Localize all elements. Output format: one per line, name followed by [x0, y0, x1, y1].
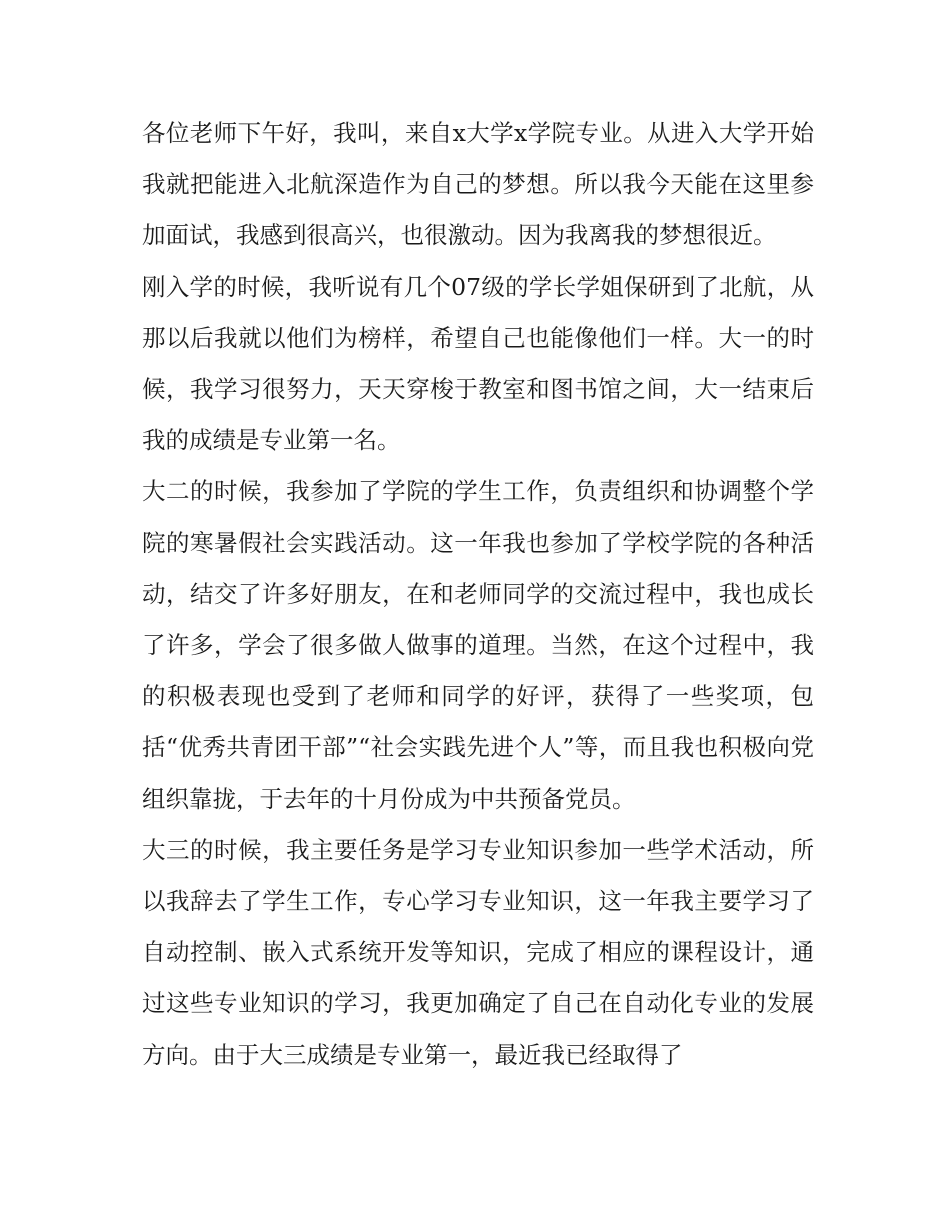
paragraph-freshman-year: 刚入学的时候，我听说有几个07级的学长学姐保研到了北航，从那以后我就以他们为榜样，希望自己也能像他们一样。大一的时候，我学习很努力，天天穿梭于教室和图书馆之间，大一结束后我的成绩是专业第一名。 [142, 272, 814, 455]
paragraph-sophomore-year: 大二的时候，我参加了学院的学生工作，负责组织和协调整个学院的寒暑假社会实践活动。这一年我也参加了学校学院的各种活动，结交了许多好朋友，在和老师同学的交流过程中，我也成长了许多，学会了很多做人做事的道理。当然，在这个过程中，我的积极表现也受到了老师和同学的好评，获得了一些奖项，包括“优秀共青团干部”“社会实践先进个人”等，而且我也积极向党组织靠拢，于去年的十月份成为中共预备党员。 [142, 477, 814, 813]
document-body [142, 108, 814, 1081]
paragraph-junior-year: 大三的时候，我主要任务是学习专业知识参加一些学术活动，所以我辞去了学生工作，专心学习专业知识，这一年我主要学习了自动控制、嵌入式系统开发等知识，完成了相应的课程设计，通过这些专业知识的学习，我更加确定了自己在自动化专业的发展方向。由于大三成绩是专业第一，最近我已经取得了 [142, 835, 814, 1069]
paragraph-introduction: 各位老师下午好，我叫，来自x大学x学院专业。从进入大学开始我就把能进入北航深造作为自己的梦想。所以我今天能在这里参加面试，我感到很高兴，也很激动。因为我离我的梦想很近。 [142, 119, 814, 250]
